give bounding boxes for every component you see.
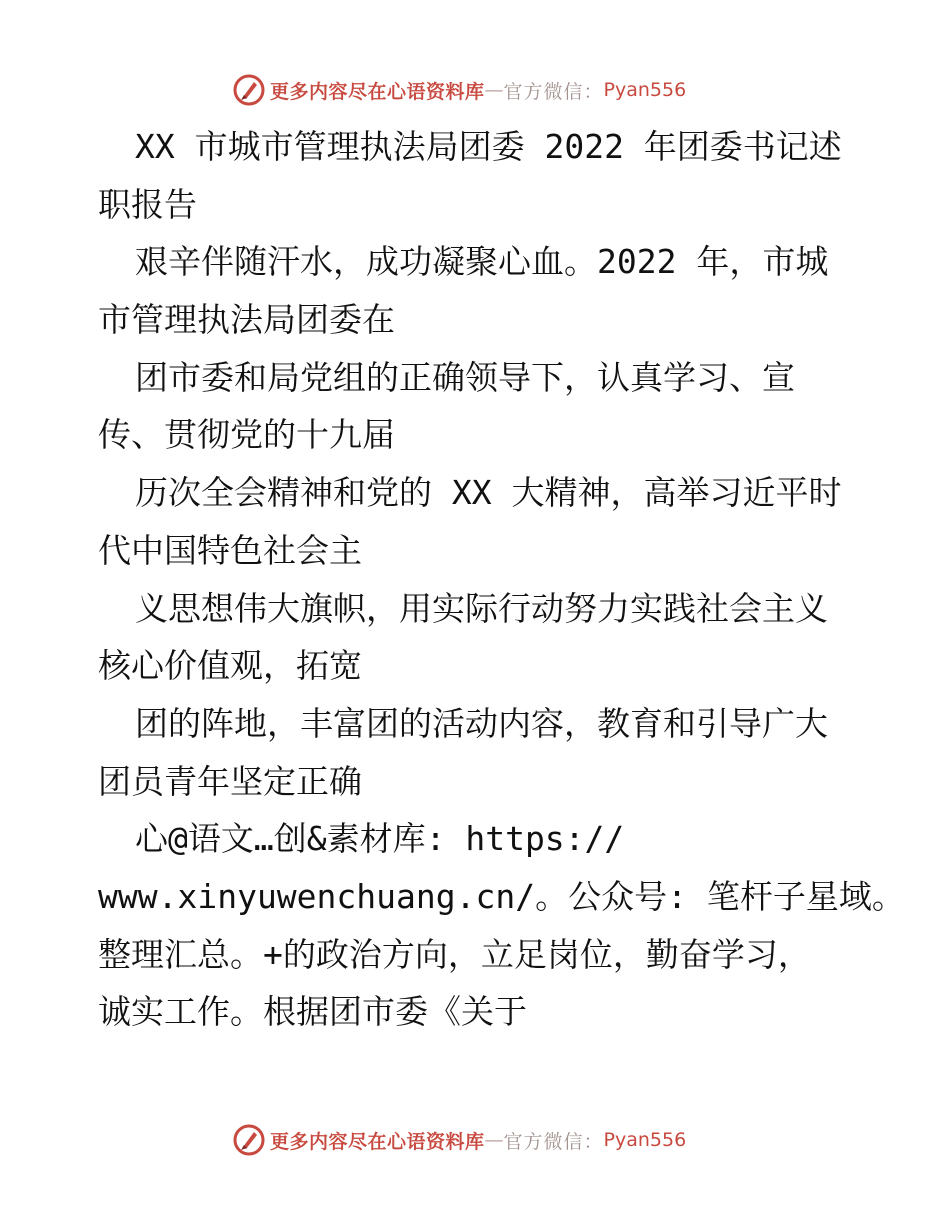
watermark-official-label: 官方微信： [503,1130,604,1153]
watermark-wechat-id: Pyan556 [603,79,687,101]
body-line: 历次全会精神和党的 XX 大精神，高举习近平时 [135,473,842,513]
title-line-2: 职报告 [98,184,197,224]
pen-logo-icon [232,1123,266,1157]
body-line: www.xinyuwenchuang.cn/。公众号: 笔杆子星域。 [98,876,905,916]
watermark-separator: — [484,79,504,101]
body-line: 传、贯彻党的十九届 [98,415,395,455]
watermark-official-label: 官方微信： [503,80,604,103]
body-line: 核心价值观，拓宽 [98,646,362,686]
watermark-title: 更多内容尽在心语资料库 [270,1130,485,1153]
body-line: 整理汇总。+的政治方向，立足岗位，勤奋学习， [98,934,811,974]
body-line: 心@语文…创&素材库: https:// [135,819,625,859]
body-line: 艰辛伴随汗水，成功凝聚心血。2022 年，市城 [135,242,829,282]
document-body [98,118,905,1041]
body-line: 义思想伟大旗帜，用实际行动努力实践社会主义 [135,588,828,628]
body-line: 团的阵地，丰富团的活动内容，教育和引导广大 [135,703,828,743]
watermark-title: 更多内容尽在心语资料库 [270,80,485,103]
title-line-1: XX 市城市管理执法局团委 2022 年团委书记述 [135,127,842,166]
watermark-separator: — [484,1129,504,1151]
body-line: 团市委和局党组的正确领导下，认真学习、宣 [135,357,795,397]
body-line: 诚实工作。根据团市委《关于 [98,992,527,1032]
body-line: 团员青年坚定正确 [98,761,362,801]
watermark-wechat-id: Pyan556 [603,1129,687,1151]
pen-logo-icon [232,73,266,107]
body-line: 市管理执法局团委在 [98,300,395,340]
body-line: 代中国特色社会主 [98,530,362,570]
header-watermark [232,72,686,108]
footer-watermark [232,1122,686,1158]
